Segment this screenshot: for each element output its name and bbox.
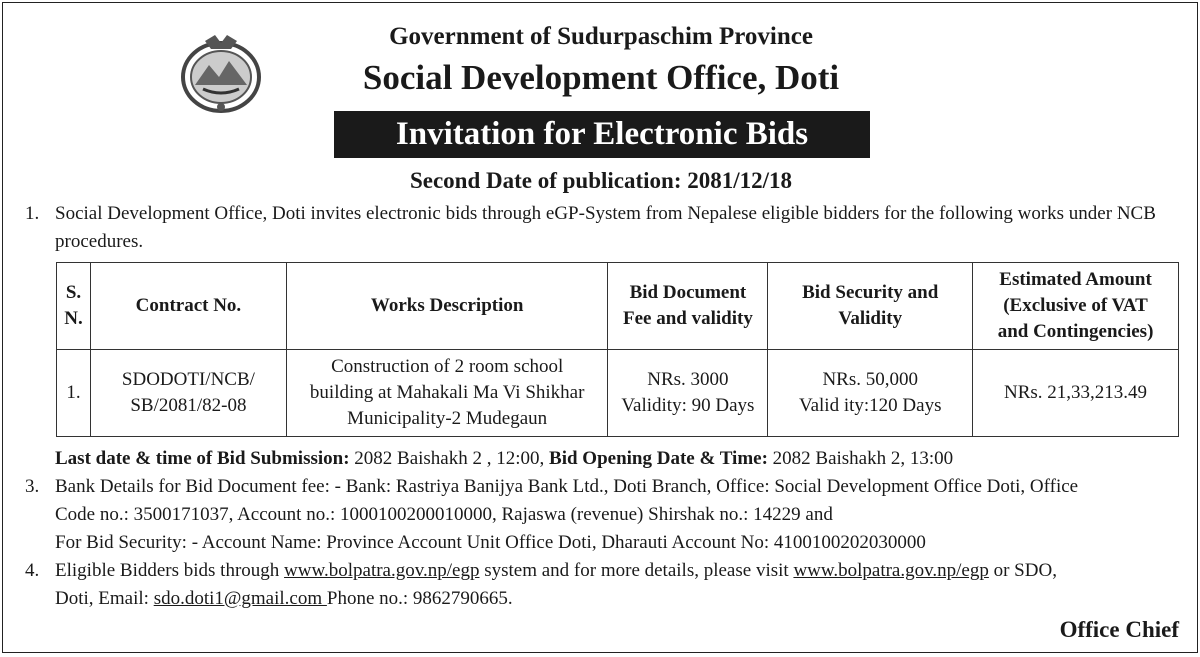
eligible-text-2: system and for more details, please visit — [479, 560, 794, 581]
header-sn — [57, 263, 91, 350]
bid-notice — [2, 2, 1198, 653]
header-amount — [973, 263, 1179, 350]
cell-security — [768, 350, 973, 437]
cell-fee — [608, 350, 768, 437]
fee-line2: Validity: 90 Days — [621, 395, 755, 416]
bids-table — [56, 262, 1179, 437]
bank-line-2: Code no.: 3500171037, Account no.: 1000100200010000, Rajaswa (revenue) Shirshak no.: 14229 and — [55, 504, 833, 525]
cell-works — [286, 350, 608, 437]
item-number-3: 3. — [25, 476, 40, 497]
item-number-1: 1. — [25, 203, 40, 224]
notice-banner: Invitation for Electronic Bids — [334, 111, 870, 158]
eligible-line-1 — [55, 557, 1183, 585]
header-amount-line2: (Exclusive of VAT — [1003, 295, 1148, 316]
item-number-4: 4. — [25, 560, 40, 581]
bank-details — [55, 473, 1183, 557]
contract-line1: SDODOTI/NCB/ — [121, 369, 255, 390]
works-line1: Construction of 2 room school — [331, 356, 564, 377]
header-amount-line3: and Contingencies) — [997, 321, 1154, 342]
eligible-bidders — [55, 557, 1183, 613]
submission-line — [55, 445, 953, 473]
header-security — [768, 263, 973, 350]
header-sn-line1: S. — [65, 282, 82, 303]
intro-paragraph: Social Development Office, Doti invites electronic bids through eGP-System from Nepalese eligible bidders for the following works under NCB procedures. — [55, 203, 1156, 252]
eligible-text-1: Eligible Bidders bids through — [55, 560, 285, 581]
eligible-text-4: Doti, Email: — [55, 588, 154, 609]
eligible-text-5: Phone no.: 9862790665. — [326, 588, 513, 609]
opening-label: Bid Opening Date & Time: — [549, 448, 768, 469]
header-security-line1: Bid Security and — [802, 282, 939, 303]
bank-line-3: For Bid Security: - Account Name: Province Account Unit Office Doti, Dharauti Account No: 4100100202030000 — [55, 532, 926, 553]
header-fee — [608, 263, 768, 350]
header-fee-line2: Fee and validity — [622, 308, 753, 329]
opening-value: 2082 Baishakh 2, 13:00 — [767, 448, 954, 469]
header-sn-line2: N. — [64, 308, 83, 329]
bank-line-1: Bank Details for Bid Document fee: - Bank: Rastriya Banijya Bank Ltd., Doti Branch, Office: Social Development Office Doti, Office — [55, 476, 1079, 497]
bolpatra-link-2[interactable]: www.bolpatra.gov.np/egp — [793, 560, 989, 581]
publication-date: Second Date of publication: 2081/12/18 — [409, 168, 793, 193]
email-link[interactable]: sdo.doti1@gmail.com — [153, 588, 327, 609]
header-amount-line1: Estimated Amount — [999, 269, 1152, 290]
submission-value: 2082 Baishakh 2 , 12:00, — [349, 448, 550, 469]
fee-line1: NRs. 3000 — [647, 369, 729, 390]
office-chief-signature: Office Chief — [1059, 617, 1179, 642]
government-title: Government of Sudurpaschim Province — [389, 23, 813, 50]
header-contract: Contract No. — [90, 263, 286, 350]
eligible-text-3: or SDO, — [988, 560, 1057, 581]
table-row — [57, 350, 1179, 437]
contract-line2: SB/2081/82-08 — [130, 395, 247, 416]
works-line3: Municipality-2 Mudegaun — [347, 408, 548, 429]
cell-amount: NRs. 21,33,213.49 — [973, 350, 1179, 437]
eligible-line-2 — [55, 585, 1183, 613]
office-title: Social Development Office, Doti — [362, 58, 840, 97]
table-header-row — [57, 263, 1179, 350]
submission-label: Last date & time of Bid Submission: — [55, 448, 350, 469]
header-works: Works Description — [286, 263, 608, 350]
security-line1: NRs. 50,000 — [822, 369, 918, 390]
cell-contract — [90, 350, 286, 437]
works-line2: building at Mahakali Ma Vi Shikhar — [309, 382, 585, 403]
bolpatra-link-1[interactable]: www.bolpatra.gov.np/egp — [284, 560, 480, 581]
header-fee-line1: Bid Document — [629, 282, 747, 303]
cell-sn: 1. — [57, 350, 91, 437]
header-security-line2: Validity — [838, 308, 903, 329]
security-line2: Valid ity:120 Days — [798, 395, 942, 416]
